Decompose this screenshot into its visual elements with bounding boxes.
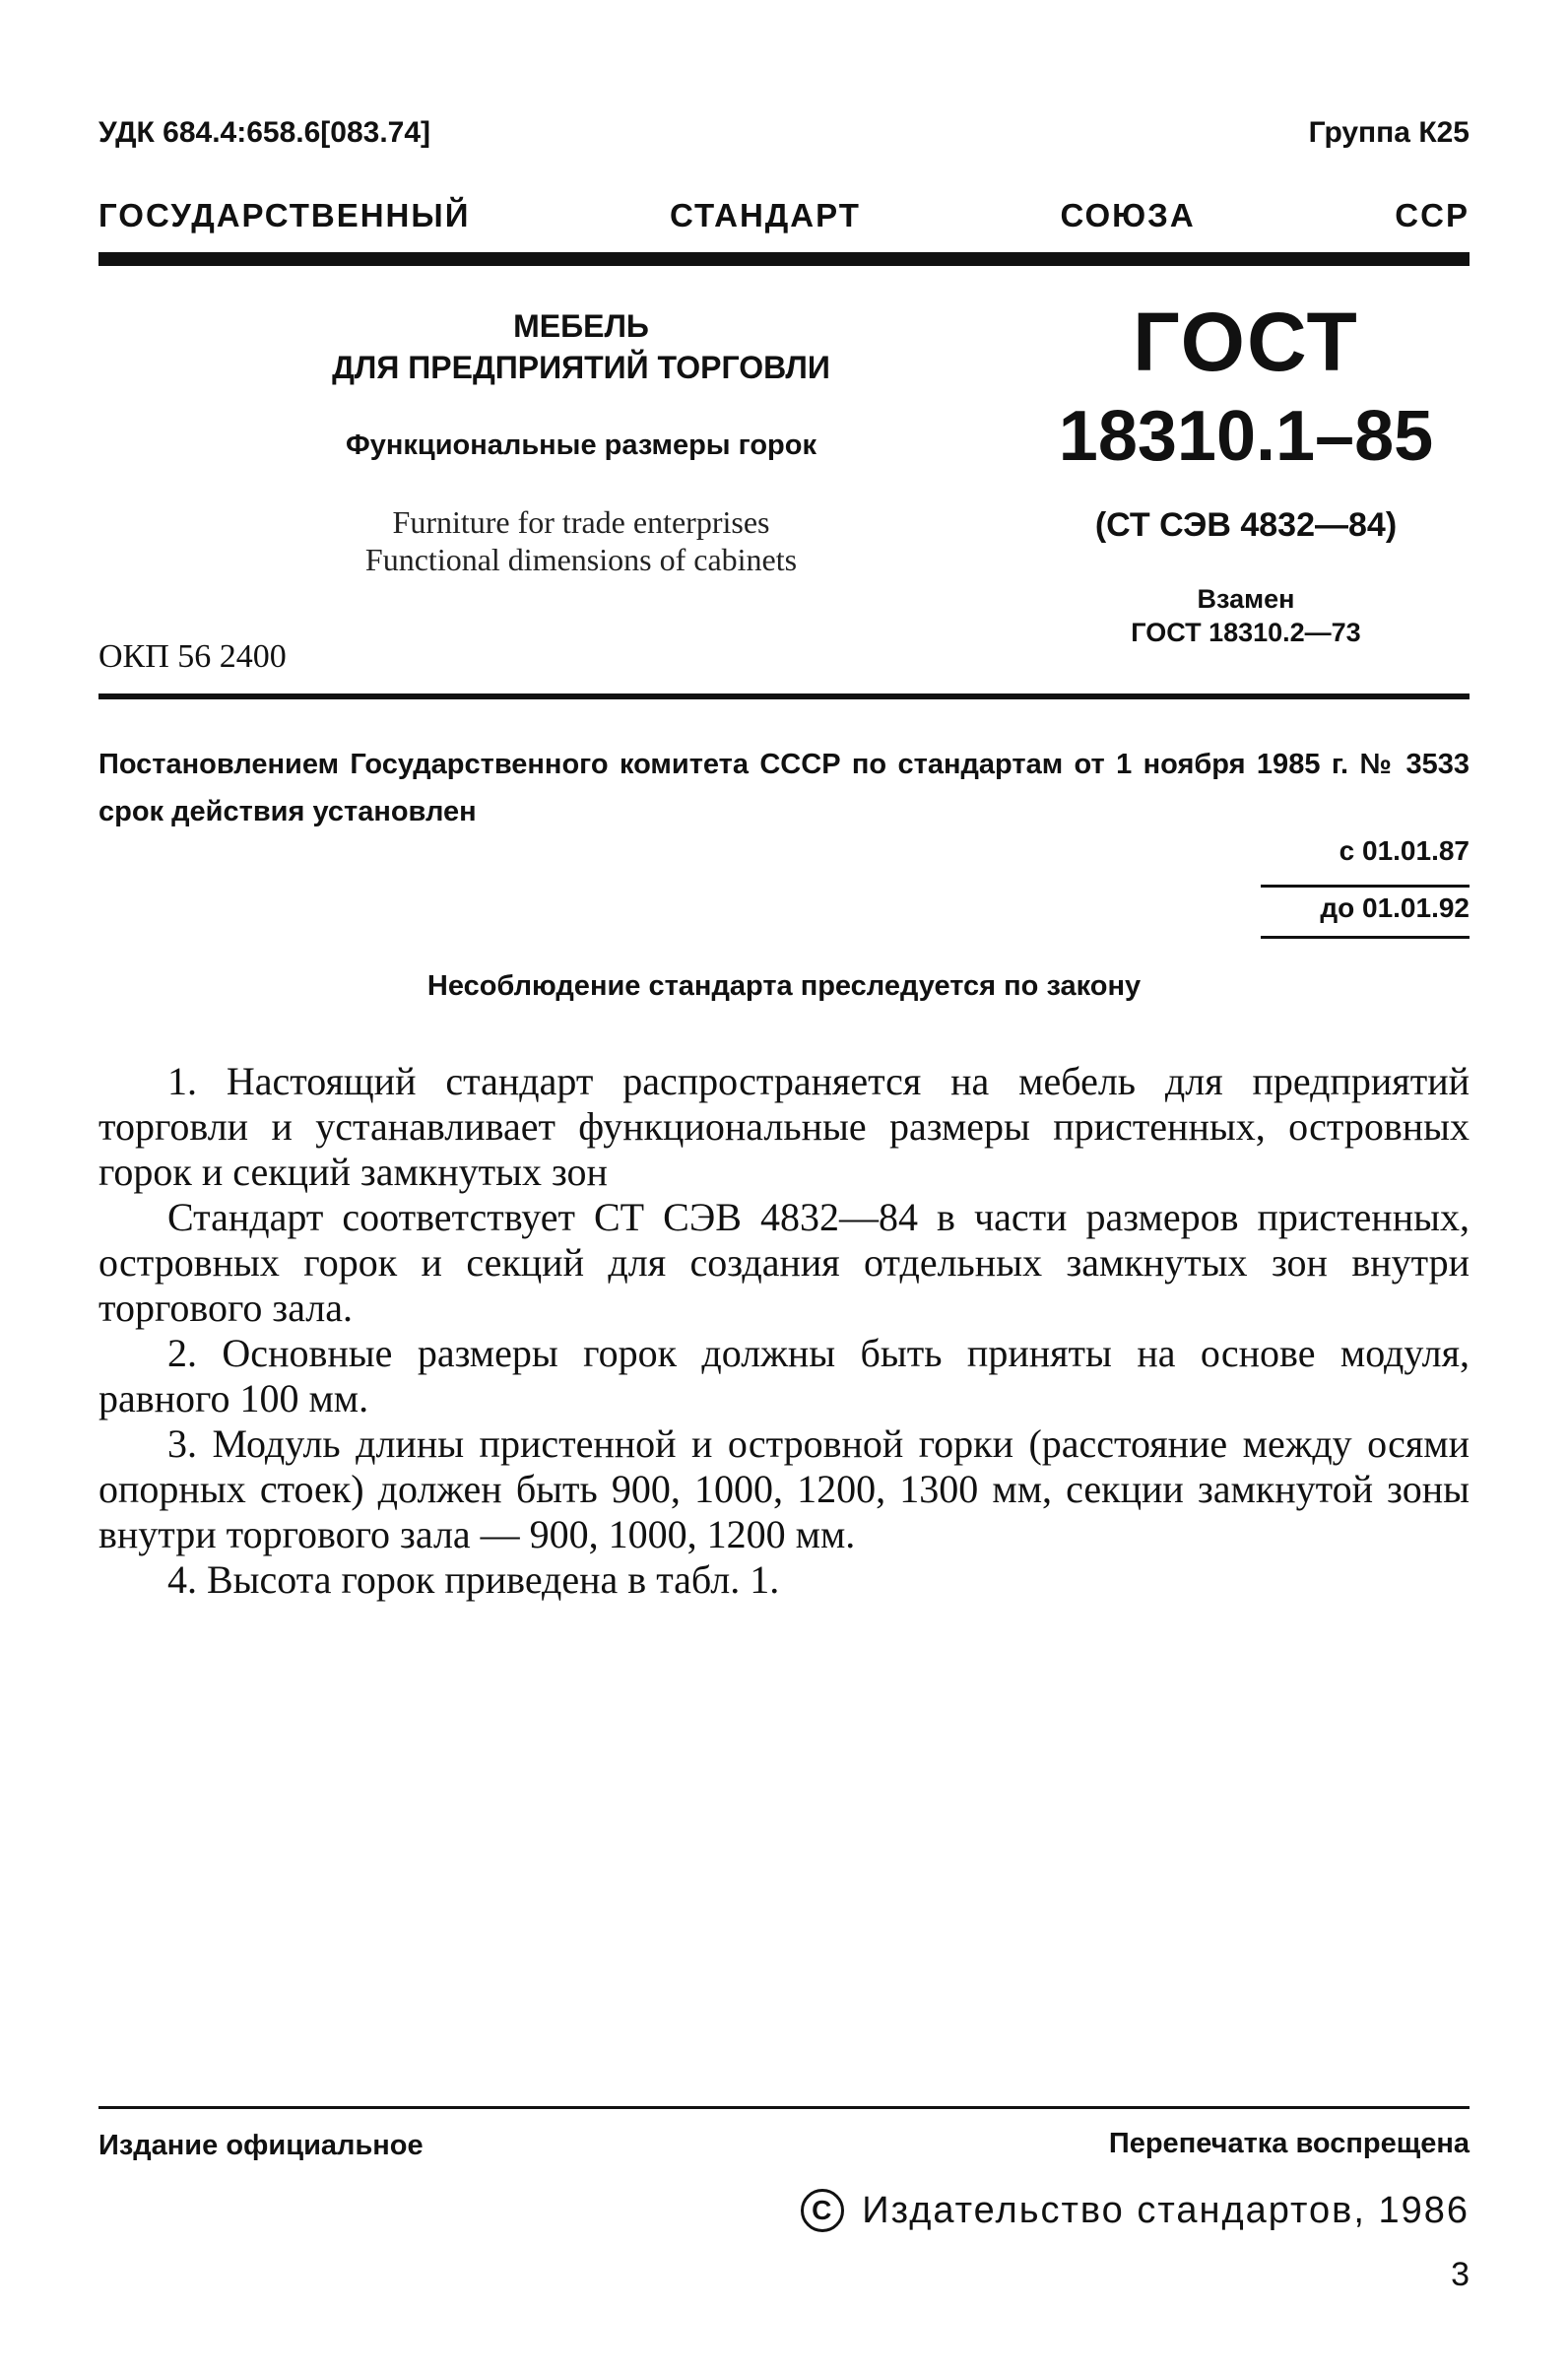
publisher-line — [801, 2189, 1470, 2232]
violation-notice: Несоблюдение стандарта преследуется по закону — [426, 970, 1142, 1002]
replace-number: ГОСТ 18310.2—73 — [1131, 618, 1361, 647]
paragraph: Стандарт соответствует СТ СЭВ 4832—84 в части размеров пристенных, островных горок и секций для создания отдельных замкнутых зон внутри торгового зала. — [98, 1195, 1470, 1330]
paragraph: 2. Основные размеры горок должны быть приняты на основе модуля, равного 100 мм. — [98, 1331, 1470, 1420]
replace-label: Взамен — [1197, 584, 1295, 614]
sev-reference: (СТ СЭВ 4832—84) — [1094, 506, 1398, 544]
reprint-notice: Перепечатка воспрещена — [1108, 2128, 1470, 2159]
paragraph: 1. Настоящий стандарт распространяется на мебель для предприятий торговли и устанавливает функциональные размеры пристенных, островных горок и секций замкнутых зон — [98, 1059, 1470, 1194]
gost-number: 18310.1–85 — [1058, 397, 1434, 476]
page-number: 3 — [1451, 2256, 1470, 2293]
gost-block — [1034, 296, 1458, 649]
state-standard-word: ССР — [1395, 197, 1470, 233]
date-rule — [1261, 936, 1470, 939]
header-rule — [98, 252, 1470, 266]
title-block — [295, 305, 867, 578]
footer-rule — [98, 2106, 1470, 2109]
date-from: с 01.01.87 — [1339, 835, 1470, 866]
english-title: Functional dimensions of cabinets — [364, 542, 798, 577]
date-to: до 01.01.92 — [1320, 892, 1470, 923]
paragraph: 4. Высота горок приведена в табл. 1. — [167, 1557, 780, 1602]
okp-code: ОКП 56 2400 — [98, 638, 287, 675]
english-title: Furniture for trade enterprises — [392, 504, 770, 540]
udk-code: УДК 684.4:658.6[083.74] — [98, 116, 431, 149]
decree-text: Постановлением Государственного комитета СССР по стандартам от 1 ноября 1985 г. № 3533 срок действия установлен — [98, 749, 1470, 827]
title-line: ДЛЯ ПРЕДПРИЯТИЙ ТОРГОВЛИ — [332, 350, 830, 385]
publisher-name: Издательство стандартов, 1986 — [862, 2189, 1470, 2231]
edition-label: Издание официальное — [98, 2130, 424, 2161]
paragraph: 3. Модуль длины пристенной и островной горки (расстояние между осями опорных стоек) должен быть 900, 1000, 1200, 1300 мм, секции замкнутой зоны внутри торгового зала — 900, 1000, 1200 мм. — [98, 1421, 1470, 1556]
state-standard-word: ГОСУДАРСТВЕННЫЙ — [98, 197, 471, 233]
gost-label: ГОСТ — [1133, 296, 1359, 388]
state-standard-word: СТАНДАРТ — [670, 197, 861, 233]
state-standard-heading — [98, 197, 1470, 234]
subtitle: Функциональные размеры горок — [345, 429, 817, 461]
group-code: Группа К25 — [1308, 116, 1470, 149]
title-line: МЕБЕЛЬ — [513, 308, 649, 344]
copyright-icon: C — [801, 2189, 844, 2232]
state-standard-word: СОЮЗА — [1060, 197, 1196, 233]
body-text — [98, 1059, 1470, 1603]
date-rule — [1261, 885, 1470, 888]
section-rule — [98, 693, 1470, 699]
